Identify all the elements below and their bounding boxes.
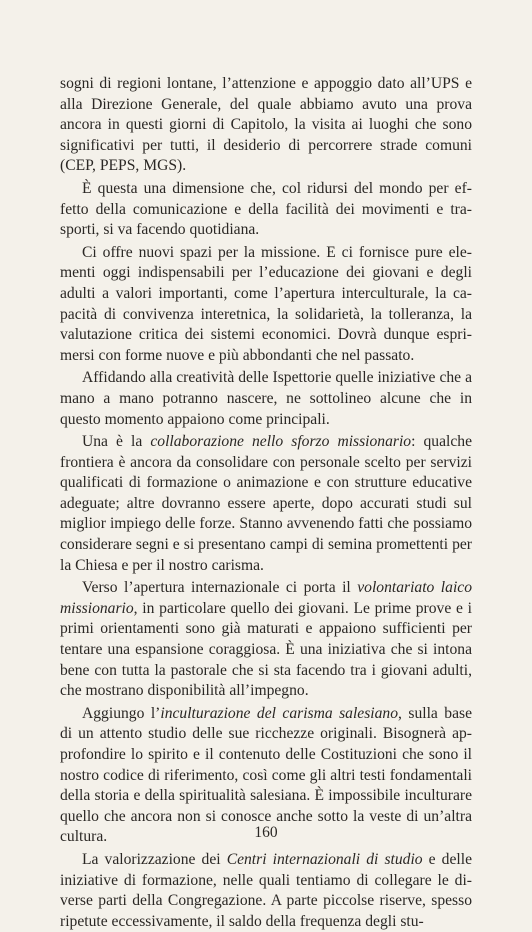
paragraph-2 [60,179,472,241]
paragraph-8-text-a: La valorizzazione dei [82,850,227,868]
paragraph-3-text: Ci offre nuovi spazi per la missione. E ci fornisce pure elementi oggi indispensabili per l’educazione dei giovani e degli adulti a valori importanti, come l’apertura interculturale, la capacità di convivenza interetnica, la solidarietà, la tolleranza, la valutazione critica dei sistemi economici. Dovrà dunque esprimersi con forme nuove e più abbondanti che nel passato. [60,243,472,364]
paragraph-6-text-a: Verso l’apertura internazionale ci porta il [82,579,358,597]
paragraph-5-text-a: Una è la [82,433,151,451]
paragraph-5-emphasis: collaborazione nello sforzo missionario [150,433,412,451]
paragraph-6-emphasis: volontariato laico missionario [60,579,472,617]
paragraph-5-text-b: : qualche frontiera è ancora da consolidare con personale scelto per servizi qualificati di formazione o animazione e con strutture educative adeguate; altre dovranno essere aperte, dopo accurati studi sul miglior impiego delle forze. Stanno avvenendo fatti che possiamo considerare segni e si presentano campi di semina promettenti per la Chiesa e per il nostro carisma. [60,433,472,574]
paragraph-1-text: sogni di regioni lontane, l’attenzione e appoggio dato all’UPS e alla Direzione Generale, del quale abbiamo avuto una prova ancora in questi giorni di Capitolo, la visita ai luoghi che sono significativi per tutti, il desiderio di percorrere strade comuni (CEP, PEPS, MGS). [60,75,472,175]
paragraph-8-emphasis: Centri internazionali di studio [226,850,423,868]
paragraph-4-text: Affidando alla creatività delle Ispettorie quelle iniziative che a mano a mano potranno nascere, ne sottolineo alcune che in questo momento appaiono come principali. [60,369,472,428]
book-page-text [60,74,472,932]
page-number: 160 [254,824,278,841]
paragraph-3 [60,243,472,367]
paragraph-7-emphasis: inculturazione del carisma salesiano [160,704,399,722]
paragraph-1 [60,74,472,177]
paragraph-8 [60,850,472,932]
paragraph-5 [60,432,472,576]
paragraph-7-text-b: , sulla base di un attento studio delle sue ricchezze originali. Bisognerà approfondire lo spirito e il contenuto delle Costituzioni che sono il nostro codice di riferimento, così come gli altri testi fondamentali della storia e della spiritualità salesiana. È impossibile inculturare quello che ancora non si conosce anche sotto la veste di un’altra cultura. [60,704,472,846]
paragraph-4 [60,368,472,430]
paragraph-6 [60,578,472,702]
paragraph-8-text-b: e delle iniziative di formazione, nelle quali tentiamo di collegare le diverse parti della Congregazione. A parte piccolse riserve, spesso ripetute eccessivamente, il saldo della frequenza degli stu- [60,850,472,930]
paragraph-2-text: È questa una dimensione che, col ridursi del mondo per effetto della comunicazione e della facilità dei movimenti e trasporti, si va facendo quotidiana. [60,179,472,239]
paragraph-6-text-b: , in particolare quello dei giovani. Le prime prove e i primi orientamenti sono già maturati e appaiono sufficienti per tentare una espansione coraggiosa. È una iniziativa che si intona bene con tutta la pastorale che si sta facendo tra i giovani adulti, che mostrano disponibilità all’impegno. [60,599,472,700]
paragraph-7-text-a: Aggiungo l’ [82,704,161,722]
